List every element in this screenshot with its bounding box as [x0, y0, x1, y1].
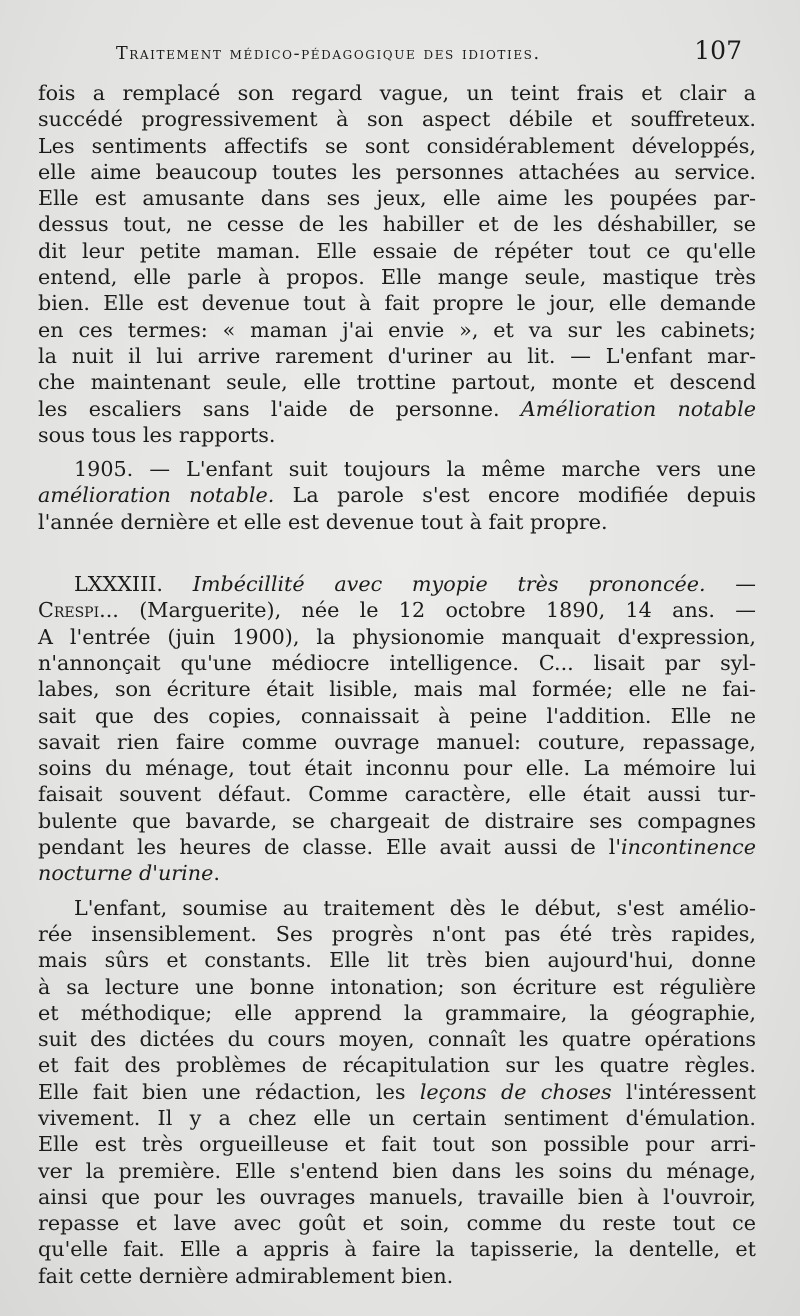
case-title: Imbécillité avec myopie très prononcée.	[192, 572, 706, 597]
text-line: elle aime beaucoup toutes les personnes attachées au service.	[38, 159, 756, 184]
text-line: vivement. Il y a chez elle un certain sentiment d'émulation.	[38, 1105, 756, 1130]
text-line: ver la première. Elle s'entend bien dans les soins du ménage,	[38, 1158, 756, 1183]
page-header	[36, 34, 742, 70]
text-line: et fait des problèmes de récapitulation sur les quatre règles.	[38, 1053, 756, 1078]
text-line: labes, son écriture était lisible, mais mal formée; elle ne fai-	[38, 677, 756, 702]
text-line: Crespi... (Marguerite), née le 12 octobre 1890, 14 ans. —	[38, 598, 756, 623]
text-line: rée insensiblement. Ses progrès n'ont pas été très rapides,	[38, 921, 756, 946]
text-line: succédé progressivement à son aspect débile et souffreteux.	[38, 107, 756, 132]
text-line: faisait souvent défaut. Comme caractère, elle était aussi tur-	[38, 782, 756, 807]
patient-name: Crespi	[38, 598, 100, 623]
text-line: nocturne d'urine.	[38, 861, 220, 886]
text-line: Elle est très orgueilleuse et fait tout son possible pour arri-	[38, 1132, 756, 1157]
text-line: L'enfant, soumise au traitement dès le début, s'est amélio-	[74, 895, 756, 920]
italic-phrase: incontinence	[621, 835, 756, 860]
text-line: dit leur petite maman. Elle essaie de répéter tout ce qu'elle	[38, 238, 756, 263]
text-line: l'année dernière et elle est devenue tout à fait propre.	[38, 509, 608, 534]
text-line: repasse et lave avec goût et soin, comme du reste tout ce	[38, 1211, 756, 1236]
text-line: la nuit il lui arrive rarement d'uriner au lit. — L'enfant mar-	[38, 343, 756, 368]
text-line: fois a remplacé son regard vague, un teint frais et clair a	[38, 81, 756, 105]
text-line: fait cette dernière admirablement bien.	[38, 1263, 454, 1288]
text-line: dessus tout, ne cesse de les habiller et de les déshabiller, se	[38, 212, 756, 237]
text-line: bulente que bavarde, se chargeait de distraire ses compagnes	[38, 808, 756, 833]
text-line: n'annonçait qu'une médiocre intelligence. C... lisait par syl-	[38, 650, 756, 675]
text-line: suit des dictées du cours moyen, connaît les quatre opérations	[38, 1027, 756, 1052]
text-line: Elle est amusante dans ses jeux, elle aime les poupées par-	[38, 186, 756, 211]
text-line: sait que des copies, connaissait à peine l'addition. Elle ne	[38, 703, 756, 728]
italic-phrase: amélioration notable.	[38, 483, 275, 508]
case-number: LXXXIII.	[74, 572, 193, 597]
text-line: Elle fait bien une rédaction, les leçons de choses l'intéressent	[38, 1079, 756, 1104]
text-line: et méthodique; elle apprend la grammaire, la géographie,	[38, 1000, 756, 1025]
body-text	[38, 80, 756, 1289]
text-line: les escaliers sans l'aide de personne. Amélioration notable	[38, 396, 756, 421]
italic-phrase: leçons de choses	[419, 1079, 612, 1104]
text-line: en ces termes: « maman j'ai envie », et va sur les cabinets;	[38, 317, 756, 342]
text-line: pendant les heures de classe. Elle avait aussi de l'incontinence	[38, 835, 756, 860]
text-line: 1905. — L'enfant suit toujours la même marche vers une	[74, 457, 756, 482]
text-line: entend, elle parle à propos. Elle mange seule, mastique très	[38, 265, 756, 290]
running-title: Traitement médico-pédagogique des idioties.	[116, 44, 541, 64]
text-line: à sa lecture une bonne intonation; son écriture est régulière	[38, 974, 756, 999]
text-line: mais sûrs et constants. Elle lit très bien aujourd'hui, donne	[38, 948, 756, 973]
text-line: A l'entrée (juin 1900), la physionomie manquait d'expression,	[38, 624, 756, 649]
text-line: savait rien faire comme ouvrage manuel: couture, repassage,	[38, 729, 756, 754]
text-line: amélioration notable. La parole s'est encore modifiée depuis	[38, 483, 756, 508]
text-line: che maintenant seule, elle trottine partout, monte et descend	[38, 370, 756, 395]
page-number: 107	[694, 36, 742, 65]
text-line: Les sentiments affectifs se sont considérablement développés,	[38, 133, 756, 158]
text-line: qu'elle fait. Elle a appris à faire la tapisserie, la dentelle, et	[38, 1237, 756, 1262]
case-heading: LXXXIII. Imbécillité avec myopie très prononcée. —	[74, 572, 756, 597]
text-line: sous tous les rapports.	[38, 422, 276, 447]
italic-phrase: Amélioration notable	[520, 396, 756, 421]
text-line: soins du ménage, tout était inconnu pour elle. La mémoire lui	[38, 756, 756, 781]
text-line: ainsi que pour les ouvrages manuels, travaille bien à l'ouvroir,	[38, 1184, 756, 1209]
text-line: bien. Elle est devenue tout à fait propre le jour, elle demande	[38, 291, 756, 316]
italic-phrase: nocturne d'urine	[38, 861, 214, 886]
